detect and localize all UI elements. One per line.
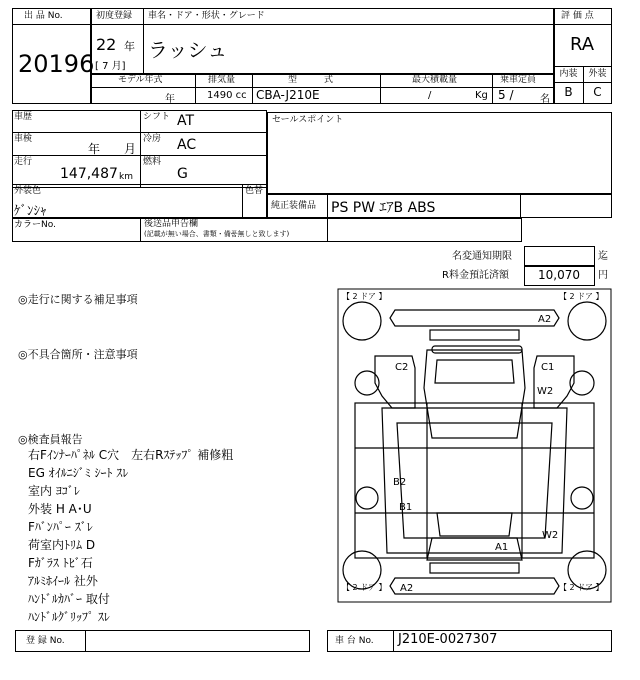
recycle-value: 10,070 <box>538 268 580 282</box>
equipment: PS PW ｴｱB ABS <box>331 200 436 216</box>
name-change-unit: 迄 <box>598 251 608 262</box>
door-tag-front-left: 【 2 ドア 】 <box>342 583 387 592</box>
first-reg-month: [ 7 月] <box>95 61 126 72</box>
shift-label: シフト <box>143 112 171 122</box>
aftermarket-note: (記載が無い場合、書類・備품無しと致します) <box>144 230 290 238</box>
ac: AC <box>177 137 197 153</box>
score: RA <box>570 34 595 55</box>
report-line: 室内 ﾖｺﾞﾚ <box>28 484 80 498</box>
damage-mark: C2 <box>395 362 409 373</box>
fuel: G <box>177 166 188 182</box>
lot-no-label: 出 品 No. <box>24 11 63 21</box>
report-line: ﾊﾝﾄﾞﾙｸﾞﾘｯﾌﾟ ｽﾚ <box>28 610 110 624</box>
fuel-label: 燃料 <box>143 157 162 167</box>
damage-mark: A2 <box>538 314 552 325</box>
max-load-unit: Kg <box>475 90 488 101</box>
mileage-unit: km <box>119 172 133 182</box>
first-reg-year-unit: 年 <box>124 40 135 53</box>
exterior-label: 外装 <box>588 69 607 79</box>
car-name: ラッシュ <box>148 38 228 62</box>
model-label: 型 式 <box>288 75 334 85</box>
chassis-label: 車 台 No. <box>335 636 374 646</box>
ext-color: ｹﾞﾝｼｬ <box>14 204 47 219</box>
car-diagram <box>337 288 612 603</box>
name-change-label: 名変通知期限 <box>452 251 512 262</box>
exterior-score: C <box>593 85 602 99</box>
capacity: 5 / <box>498 88 514 102</box>
model-year-unit: 年 <box>165 94 175 105</box>
damage-mark: W2 <box>537 386 554 397</box>
interior-score: B <box>564 85 573 99</box>
lot-no: 20196 <box>18 50 95 78</box>
interior-label: 内装 <box>559 69 578 79</box>
displacement: 1490 cc <box>207 90 247 101</box>
inspection-label: 車検 <box>14 134 33 144</box>
mileage-label: 走行 <box>14 157 33 167</box>
aftermarket-label: 後送品申告欄 <box>144 219 199 229</box>
ac-label: 冷房 <box>143 134 162 144</box>
damage-mark: B2 <box>393 477 407 488</box>
damage-mark: A1 <box>495 542 509 553</box>
inspector-heading: ◎検査員報告 <box>18 433 83 446</box>
driving-heading: ◎走行に関する補足事項 <box>18 293 138 306</box>
damage-mark: B1 <box>399 502 413 513</box>
report-line: EG ｵｲﾙﾆｼﾞﾐ ｼｰﾄ ｽﾚ <box>28 466 129 480</box>
inspection-month: 月 <box>124 142 137 156</box>
door-tag-front-right: 【 2 ドア 】 <box>559 583 604 592</box>
model: CBA-J210E <box>256 88 320 102</box>
score-label: 評 価 点 <box>561 11 594 21</box>
equipment-label: 純正装備品 <box>271 201 317 211</box>
ext-color-box <box>12 184 267 218</box>
damage-mark: A2 <box>400 583 414 594</box>
model-year-label: モデル年式 <box>118 75 163 85</box>
max-load-label: 最大積載量 <box>412 75 458 85</box>
report-line: 外装 H A･U <box>28 502 92 516</box>
inspection-year: 年 <box>88 142 101 156</box>
report-line: 荷室内ﾄﾘﾑ D <box>28 538 96 552</box>
report-line: Fｶﾞﾗｽ ﾄﾋﾞ石 <box>28 556 93 570</box>
report-line: 右Fｲﾝﾅｰﾊﾟﾈﾙ C穴 左右Rｽﾃｯﾌﾟ 補修粗 <box>28 448 234 462</box>
mileage: 147,487 <box>60 166 118 182</box>
defect-heading: ◎不具合箇所・注意事項 <box>18 348 138 361</box>
capacity-label: 乗車定員 <box>500 75 537 85</box>
report-line: ｱﾙﾐﾎｲｰﾙ 社外 <box>28 574 98 588</box>
first-reg-label: 初度登録 <box>96 11 133 21</box>
car-info-label: 車名・ドア・形状・グレード <box>148 11 265 21</box>
equipment-box <box>267 194 612 218</box>
first-reg-year: 22 <box>96 35 117 54</box>
damage-mark: C1 <box>541 362 555 373</box>
recycle-label: R料金預託済額 <box>442 270 509 281</box>
door-tag-rear-left: 【 2 ドア 】 <box>342 292 387 301</box>
color-change-label: 色替 <box>245 186 264 196</box>
max-load-slash: / <box>428 90 432 101</box>
history-label: 車歴 <box>14 112 33 122</box>
report-line: Fﾊﾞﾝﾊﾟｰ ｽﾞﾚ <box>28 520 93 534</box>
shift: AT <box>177 113 195 129</box>
damage-mark: W2 <box>542 530 559 541</box>
report-line: ﾊﾝﾄﾞﾙｶﾊﾞｰ 取付 <box>28 592 110 606</box>
displacement-label: 排気量 <box>208 75 236 85</box>
recycle-unit: 円 <box>598 270 608 281</box>
sales-point-label: セールスポイント <box>272 115 344 125</box>
capacity-unit: 名 <box>540 94 550 105</box>
ext-color-label: 外装色 <box>14 186 42 196</box>
name-change-box <box>524 246 595 266</box>
reg-no-label: 登 録 No. <box>26 636 65 646</box>
chassis-no: J210E-0027307 <box>398 632 498 647</box>
door-tag-rear-right: 【 2 ドア 】 <box>559 292 604 301</box>
color-no-label: カラーNo. <box>14 220 56 230</box>
